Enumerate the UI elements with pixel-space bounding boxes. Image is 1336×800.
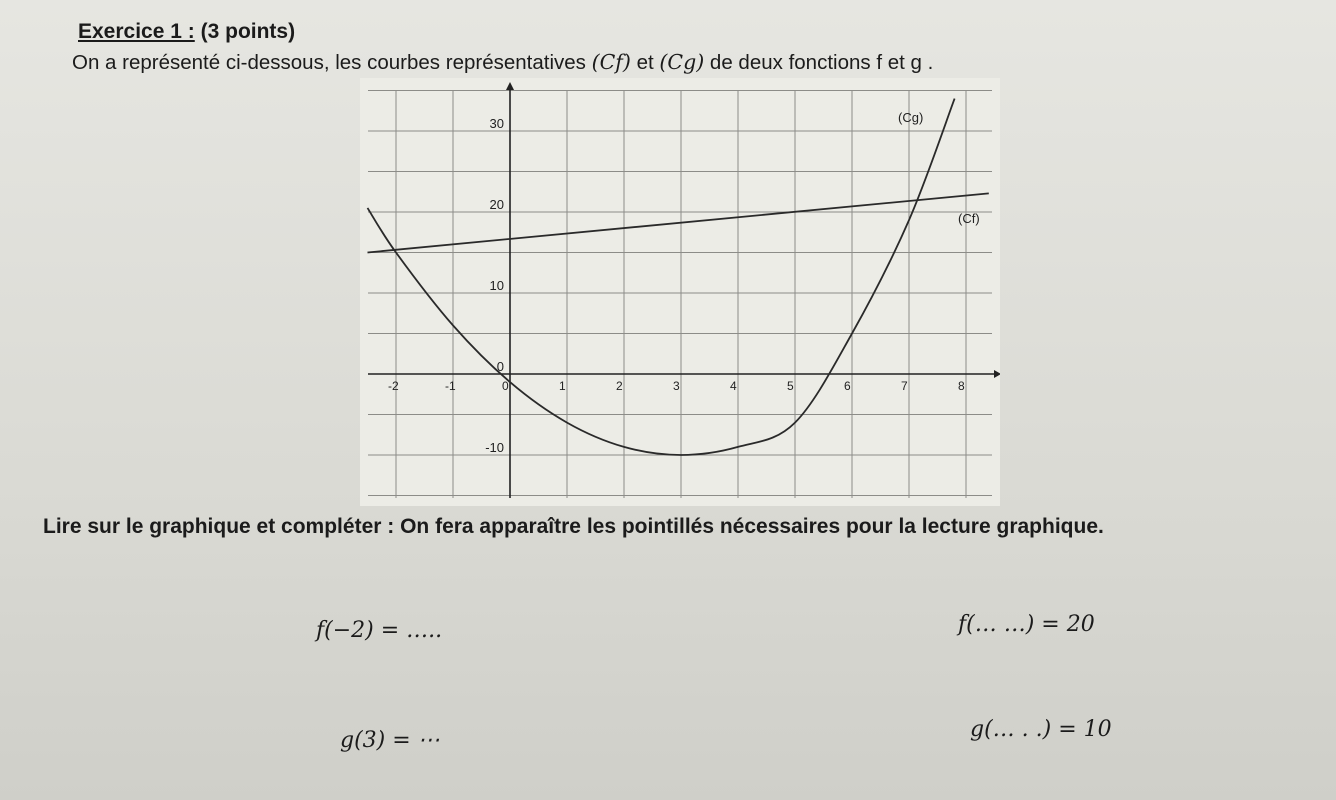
instructions: Lire sur le graphique et compléter : On fera apparaître les pointillés nécessaires pour la lecture graphique. — [43, 515, 1104, 538]
x-tick-label: 8 — [958, 379, 965, 393]
curve-label-cg: (Cg) — [898, 110, 924, 125]
intro-cg: (Cg) — [659, 50, 705, 74]
exercise-intro — [72, 50, 933, 75]
x-tick-label: 1 — [559, 379, 566, 393]
y-tick-label: 10 — [489, 278, 504, 293]
intro-cf: (Cf) — [591, 50, 631, 74]
x-tick-label: 4 — [730, 379, 737, 393]
x-tick-label: -2 — [388, 379, 399, 393]
x-tick-label: 3 — [673, 379, 680, 393]
exercise-points: (3 points) — [200, 20, 296, 43]
intro-et: et — [636, 51, 654, 74]
exercise-heading — [78, 20, 295, 44]
x-tick-label: 2 — [616, 379, 623, 393]
x-tick-label: 0 — [502, 379, 509, 393]
question-g-of-3: g(3) = ⋯ — [340, 728, 440, 753]
intro-start: On a représenté ci-dessous, les courbes représentatives — [72, 51, 586, 74]
y-tick-label: -10 — [485, 440, 504, 455]
question-g-equals-10: g(… . .) = 10 — [970, 717, 1112, 742]
question-f-equals-20: f(… …) = 20 — [958, 612, 1095, 637]
y-tick-label: 0 — [496, 359, 504, 374]
y-tick-label: 30 — [489, 116, 504, 131]
question-f-of-minus-2: f(−2) = ….. — [316, 618, 443, 643]
y-tick-label: 20 — [489, 197, 504, 212]
function-graph — [360, 78, 1000, 506]
x-tick-label: 5 — [787, 379, 794, 393]
graph-background — [360, 78, 1000, 506]
intro-end: de deux fonctions f et g . — [709, 51, 934, 74]
x-tick-label: 6 — [844, 379, 851, 393]
exercise-title: Exercice 1 : — [78, 20, 195, 43]
x-tick-label: -1 — [445, 379, 456, 393]
curve-label-cf: (Cf) — [958, 211, 980, 226]
x-tick-label: 7 — [901, 379, 908, 393]
